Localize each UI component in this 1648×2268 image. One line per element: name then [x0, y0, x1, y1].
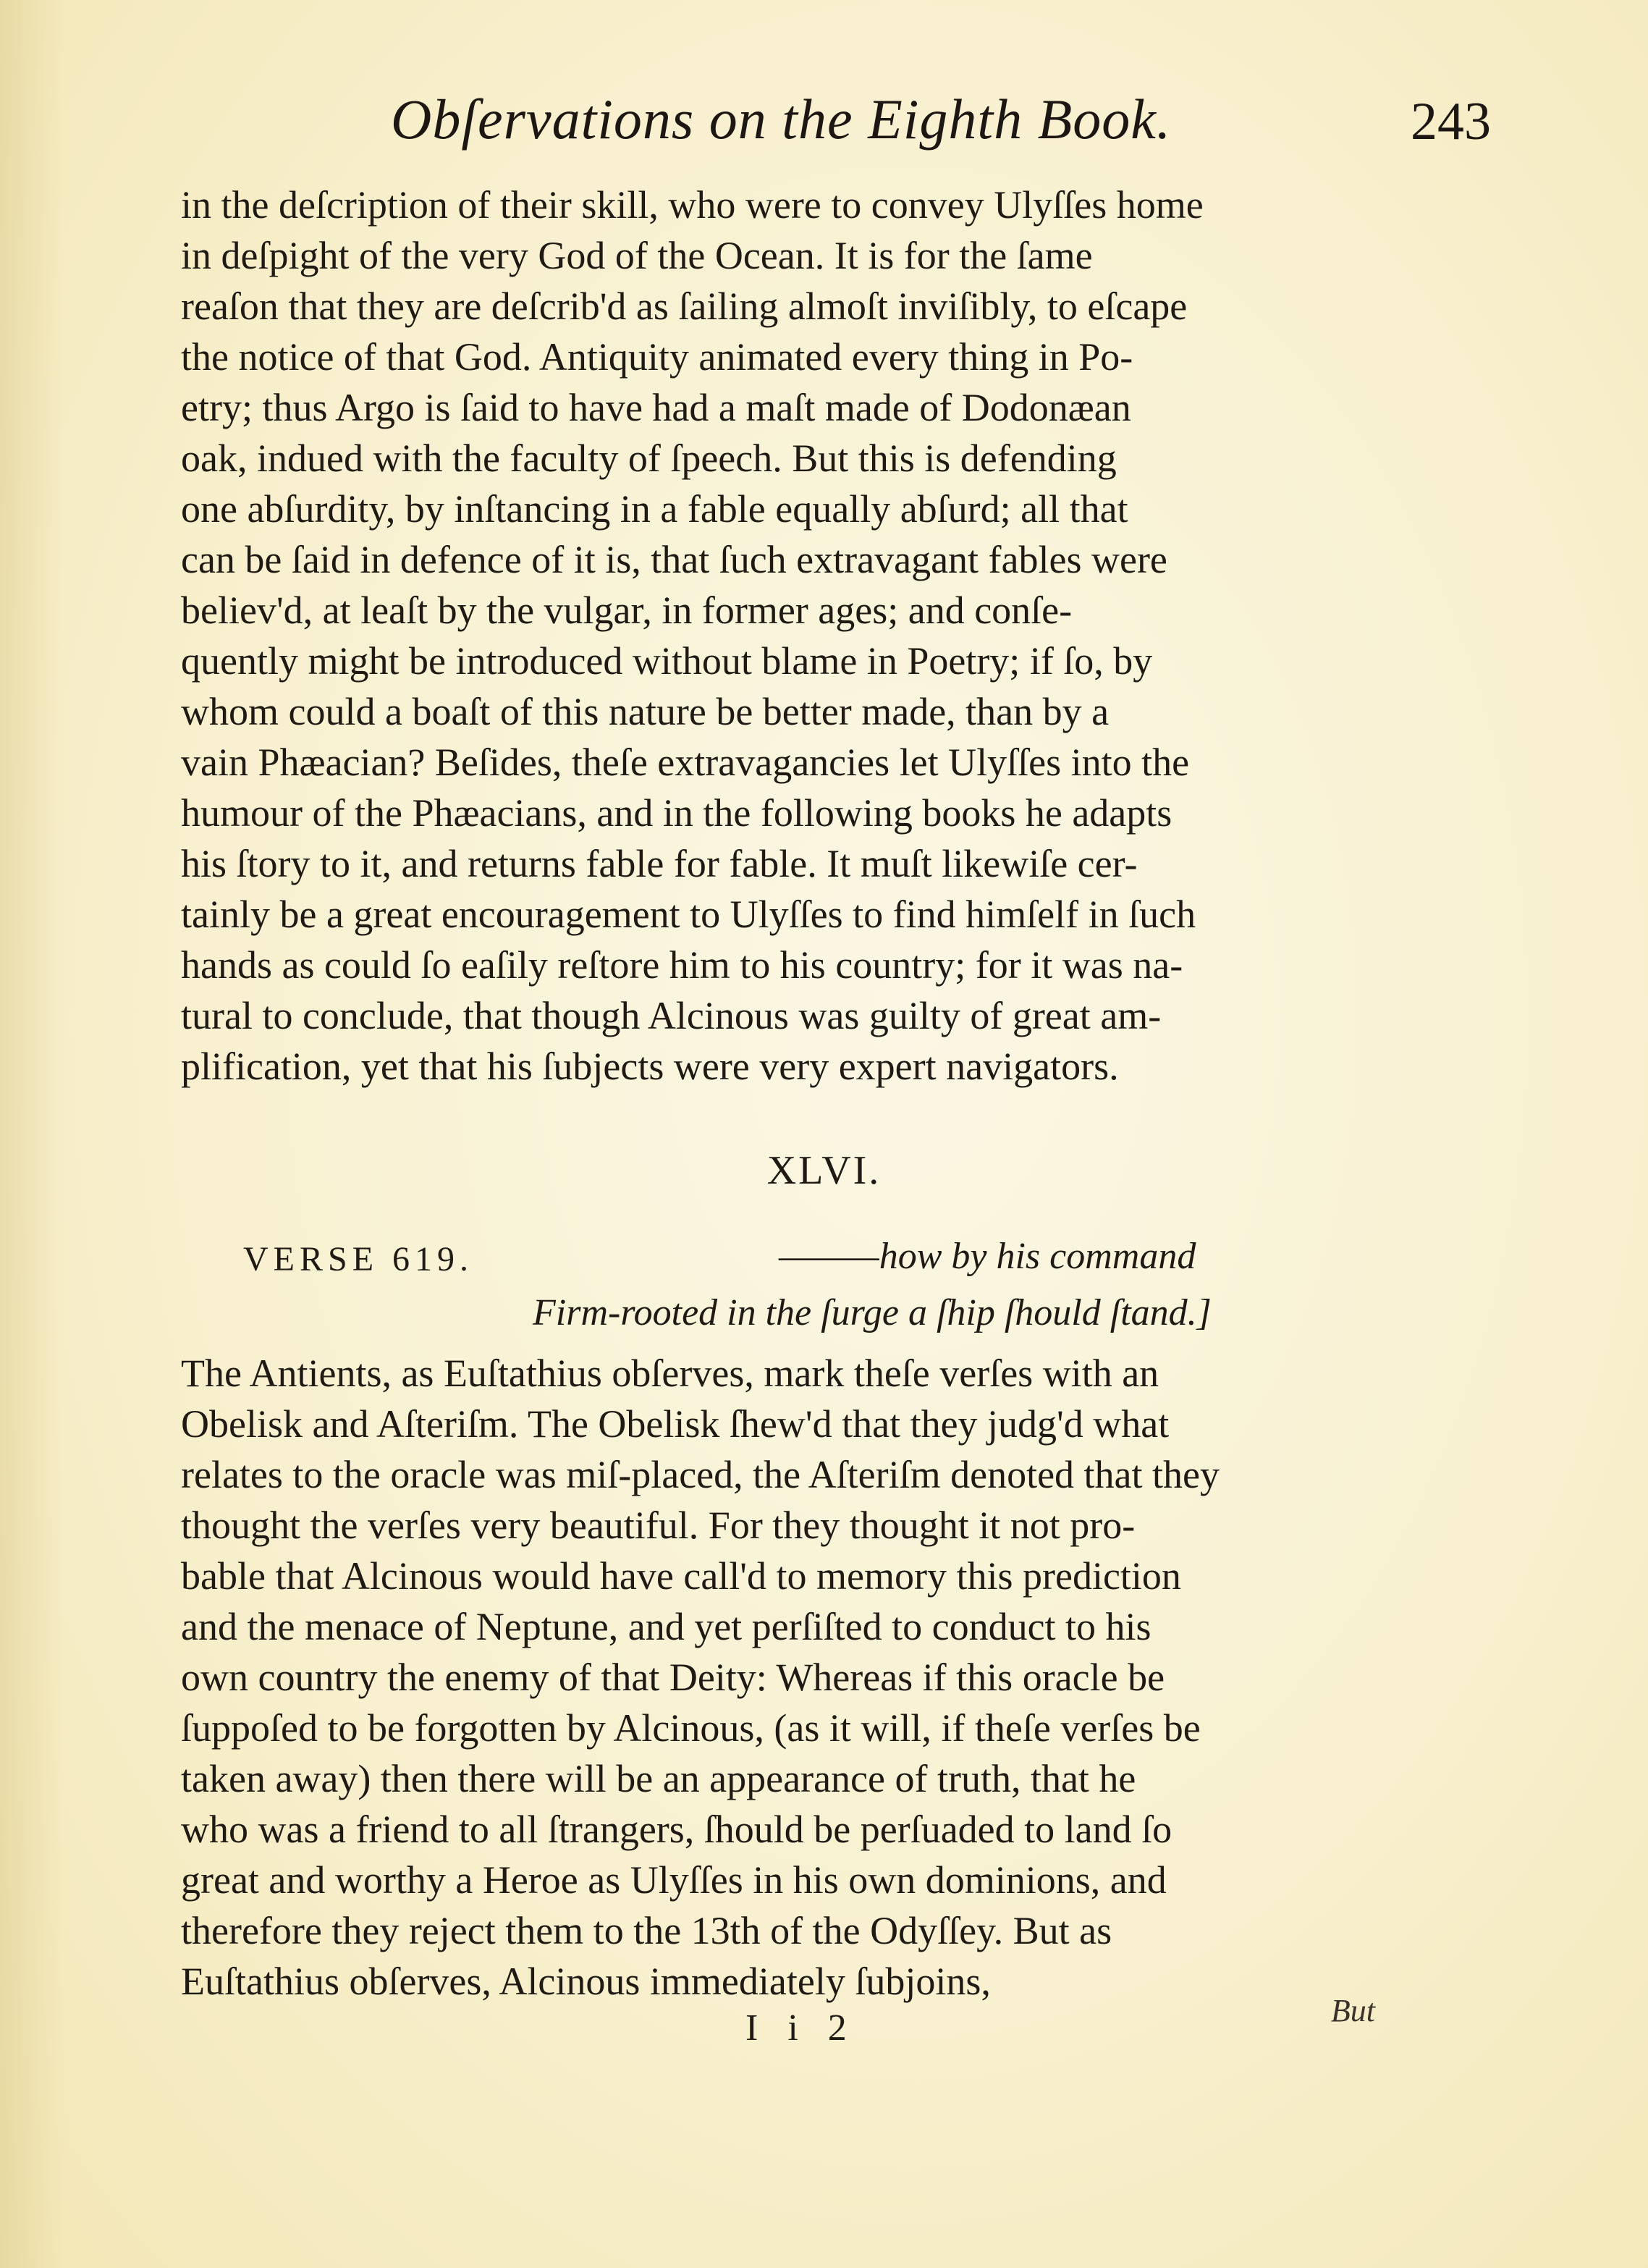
text-line: whom could a boaſt of this nature be better made, than by a — [181, 690, 1110, 733]
text-line: tural to conclude, that though Alcinous was guilty of great am- — [181, 994, 1162, 1037]
page-number: 243 — [1411, 92, 1491, 151]
text-line: quently might be introduced without blame in Poetry; if ſo, by — [181, 639, 1153, 683]
verse-quote-line-1: ———how by his command — [779, 1236, 1196, 1277]
text-line: bable that Alcinous would have call'd to memory this prediction — [181, 1554, 1181, 1598]
text-line: thought the verſes very beautiful. For they thought it not pro- — [181, 1504, 1136, 1547]
text-line: hands as could ſo eaſily reſtore him to his country; for it was na- — [181, 943, 1183, 987]
text-line: taken away) then there will be an appearance of truth, that he — [181, 1757, 1136, 1800]
text-line: in the deſcription of their skill, who were to convey Ulyſſes home — [181, 183, 1204, 227]
verse-reference: VERSE 619. — [243, 1240, 474, 1278]
signature-mark: I i 2 — [745, 2007, 857, 2049]
paragraph-2 — [181, 1348, 1375, 2007]
catchword: But — [1330, 1993, 1375, 2028]
text-line: oak, indued with the faculty of ſpeech. But this is defending — [181, 437, 1117, 480]
text-line: the notice of that God. Antiquity animated every thing in Po- — [181, 335, 1133, 379]
text-line: who was a friend to all ſtrangers, ſhould be perſuaded to land ſo — [181, 1808, 1172, 1851]
text-line: Euſtathius obſerves, Alcinous immediately ſubjoins, — [181, 1960, 991, 2003]
text-line: vain Phæacian? Beſides, theſe extravagancies let Ulyſſes into the — [181, 741, 1190, 784]
text-line: tainly be a great encouragement to Ulyſſes to find himſelf in ſuch — [181, 893, 1196, 936]
text-line: his ſtory to it, and returns fable for fable. It muſt likewiſe cer- — [181, 842, 1138, 885]
text-line: own country the enemy of that Deity: Whereas if this oracle be — [181, 1656, 1165, 1699]
text-line: plification, yet that his ſubjects were very expert navigators. — [181, 1045, 1119, 1088]
text-line: ſuppoſed to be forgotten by Alcinous, (as it will, if theſe verſes be — [181, 1706, 1201, 1750]
text-line: in deſpight of the very God of the Ocean. It is for the ſame — [181, 234, 1093, 277]
section-number: XLVI. — [766, 1148, 882, 1193]
page-header — [391, 87, 1491, 166]
text-line: therefore they reject them to the 13th of the Odyſſey. But as — [181, 1909, 1112, 1952]
text-line: believ'd, at leaſt by the vulgar, in former ages; and conſe- — [181, 589, 1073, 632]
text-line: Obelisk and Aſteriſm. The Obelisk ſhew'd that they judg'd what — [181, 1402, 1170, 1446]
text-line: The Antients, as Euſtathius obſerves, mark theſe verſes with an — [181, 1352, 1159, 1395]
text-line: one abſurdity, by inſtancing in a fable equally abſurd; all that — [181, 487, 1128, 531]
text-line: etry; thus Argo is ſaid to have had a maſt made of Dodonæan — [181, 386, 1131, 429]
text-line: humour of the Phæacians, and in the following books he adapts — [181, 791, 1172, 835]
text-line: and the menace of Neptune, and yet perſiſted to conduct to his — [181, 1605, 1152, 1648]
text-line: can be ſaid in defence of it is, that ſuch extravagant fables were — [181, 538, 1167, 581]
verse-quote-line-2: Firm-rooted in the ſurge a ſhip ſhould ſtand.] — [533, 1292, 1212, 1333]
page-edge-shadow — [0, 0, 65, 2268]
text-line: relates to the oracle was miſ-placed, the Aſteriſm denoted that they — [181, 1453, 1220, 1496]
text-line: reaſon that they are deſcrib'd as ſailing almoſt inviſibly, to eſcape — [181, 284, 1188, 328]
paragraph-1 — [181, 180, 1375, 1092]
text-line: great and worthy a Heroe as Ulyſſes in his own dominions, and — [181, 1858, 1167, 1902]
running-title: Obſervations on the Eighth Book. — [391, 88, 1172, 151]
